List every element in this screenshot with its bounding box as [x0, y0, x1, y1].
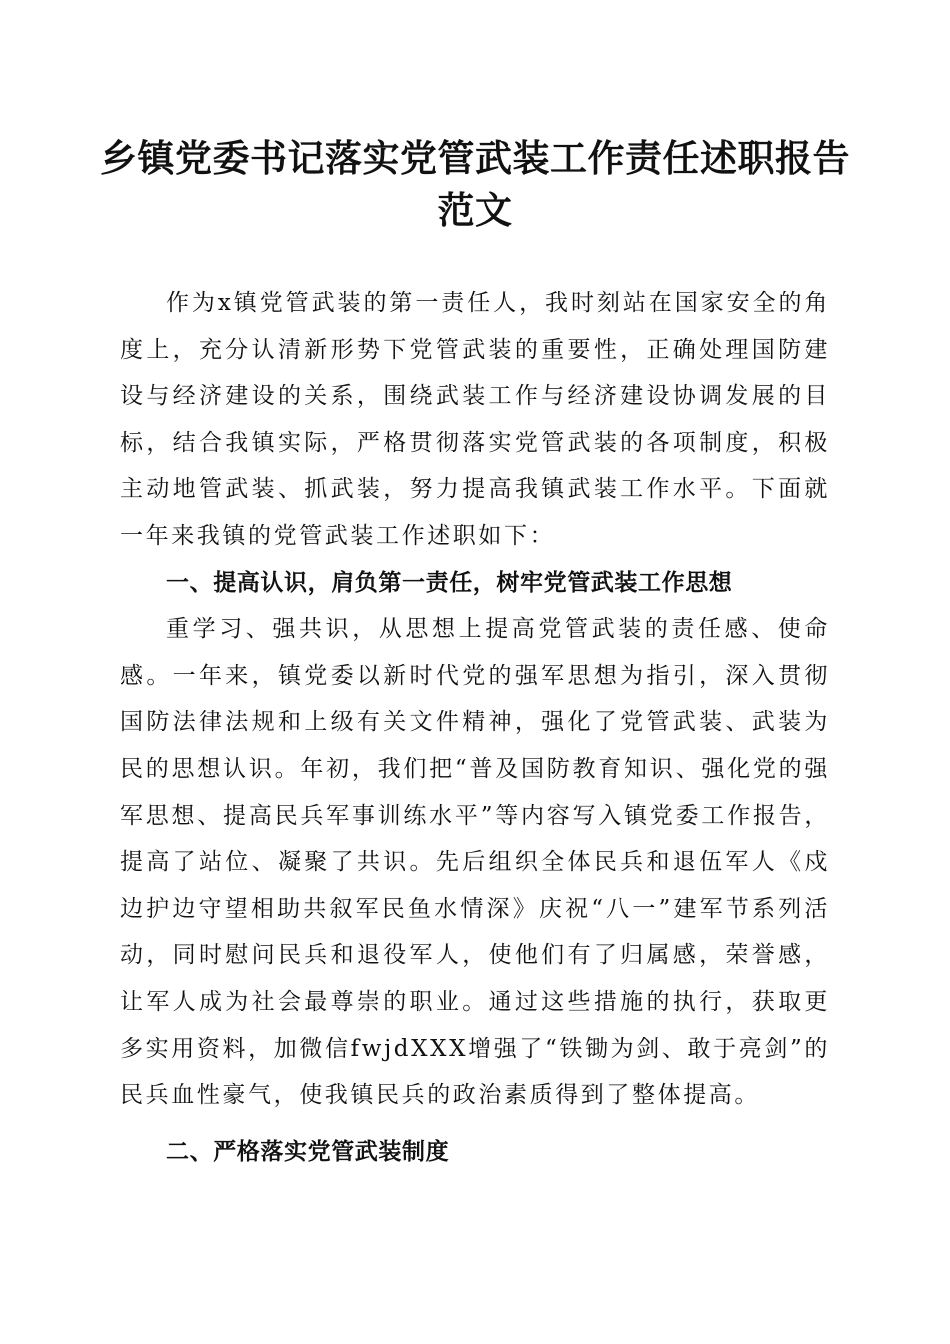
- section-1-paragraph: 重学习、强共识，从思想上提高党管武装的责任感、使命感。一年来，镇党委以新时代党的强军思想为指引，深入贯彻国防法律法规和上级有关文件精神，强化了党管武装、武装为民的思想认识。年初，我们把“普及国防教育知识、强化党的强军思想、提高民兵军事训练水平”等内容写入镇党委工作报告，提高了站位、凝聚了共识。先后组织全体民兵和退伍军人《戍边护边守望相助共叙军民鱼水情深》庆祝“八一”建军节系列活动，同时慰问民兵和退役军人，使他们有了归属感，荣誉感，让军人成为社会最尊崇的职业。通过这些措施的执行，获取更多实用资料，加微信fwjdXXX增强了“铁锄为剑、敢于亮剑”的民兵血性豪气，使我镇民兵的政治素质得到了整体提高。: [120, 616, 830, 1109]
- intro-paragraph: 作为x镇党管武装的第一责任人，我时刻站在国家安全的角度上，充分认清新形势下党管武装的重要性，正确处理国防建设与经济建设的关系，围绕武装工作与经济建设协调发展的目标，结合我镇实际，严格贯彻落实党管武装的各项制度，积极主动地管武装、抓武装，努力提高我镇武装工作水平。下面就一年来我镇的党管武装工作述职如下：: [120, 290, 830, 549]
- document-body: [120, 280, 830, 1175]
- document-title: 乡镇党委书记落实党管武装工作责任述职报告范文: [100, 136, 850, 232]
- section-heading-2: 二、严格落实党管武装制度: [166, 1138, 450, 1165]
- section-heading-1: 一、提高认识，肩负第一责任，树牢党管武装工作思想: [166, 569, 733, 596]
